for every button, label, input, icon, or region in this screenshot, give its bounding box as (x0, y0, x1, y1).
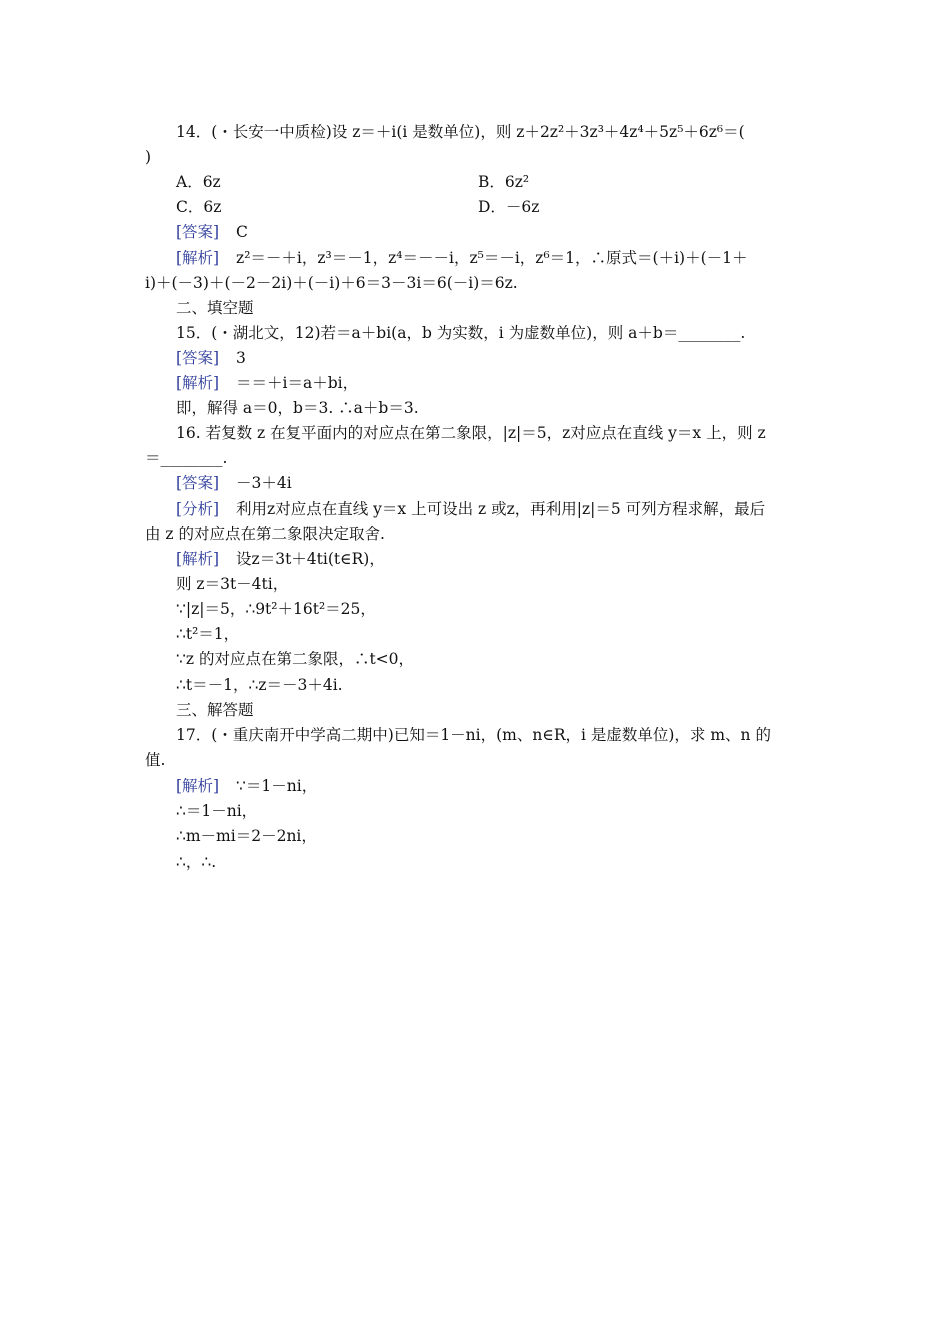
q14-answer-row (176, 222, 248, 242)
q16-analysis-row (176, 549, 385, 569)
q16-answer-row (176, 473, 292, 493)
q17-analysis-line: ∴m－mi＝2－2ni， (176, 827, 317, 845)
q17-stem: 17．(・重庆南开中学高二期中)已知＝1－ni，(m、n∈R，i 是虚数单位)，求 m、n 的 (176, 726, 771, 744)
q15-answer-row (176, 348, 246, 368)
answer-tag: [答案] (176, 474, 220, 492)
q16-fenxi-row (176, 499, 765, 519)
q14-answer: C (236, 223, 248, 241)
q17-analysis-line: ∴＝1－ni， (176, 802, 258, 820)
q16-analysis-text: 设z＝3t＋4ti(t∈R)， (236, 550, 385, 568)
q16-analysis-line: 则 z＝3t－4ti， (176, 575, 289, 593)
q17-analysis-text: ∵＝1－ni， (236, 777, 318, 795)
q14-option-d: D．－6z (478, 198, 540, 216)
q17-stem-continued: 值. (145, 751, 166, 769)
q16-answer: －3＋4i (236, 474, 292, 492)
section-heading-fill-in: 二、填空题 (176, 299, 254, 317)
q14-option-a: A．6z (176, 173, 221, 191)
q17-analysis-row (176, 776, 317, 796)
q16-analysis-line: ∵|z|＝5，∴9t²＋16t²＝25， (176, 600, 376, 618)
q14-option-b: B．6z² (478, 173, 530, 191)
analysis-tag: [解析] (176, 374, 220, 392)
q14-stem: 14．(・长安一中质检)设 z＝＋i(i 是数单位)，则 z＋2z²＋3z³＋4z⁴＋5z⁵＋6z⁶＝( (176, 123, 745, 141)
q14-analysis-text: z²＝－＋i，z³＝－1，z⁴＝－－i，z⁵＝－i，z⁶＝1，∴原式＝(＋i)＋(－1＋ (236, 249, 748, 267)
q16-analysis-line: ∵z 的对应点在第二象限，∴t<0， (176, 650, 415, 668)
q15-stem: 15．(・湖北文，12)若＝a＋bi(a，b 为实数，i 为虚数单位)，则 a＋b＝________. (176, 324, 746, 342)
q16-fenxi-text: 利用z对应点在直线 y＝x 上可设出 z 或z，再利用|z|＝5 可列方程求解，最后 (236, 500, 766, 518)
analysis-tag: [解析] (176, 777, 220, 795)
q15-analysis-line: 即，解得 a＝0，b＝3. ∴a＋b＝3. (176, 399, 419, 417)
q15-analysis-row (176, 373, 358, 393)
q16-analysis-line: ∴t²＝1， (176, 625, 240, 643)
q14-stem-continued: ) (145, 148, 152, 166)
analysis-tag: [解析] (176, 550, 220, 568)
q16-stem: 16. 若复数 z 在复平面内的对应点在第二象限，|z|＝5，z对应点在直线 y＝x 上，则 z (176, 424, 766, 442)
analysis-tag: [解析] (176, 249, 220, 267)
q16-stem-continued: ＝________. (145, 449, 228, 467)
answer-tag: [答案] (176, 349, 220, 367)
q15-answer: 3 (236, 349, 246, 367)
q17-analysis-line: ∴，∴. (176, 853, 217, 871)
answer-tag: [答案] (176, 223, 220, 241)
q14-analysis-continued: i)＋(－3)＋(－2－2i)＋(－i)＋6＝3－3i＝6(－i)＝6z. (145, 274, 518, 292)
q14-option-c: C．6z (176, 198, 222, 216)
q16-fenxi-continued: 由 z 的对应点在第二象限决定取舍. (145, 525, 385, 543)
section-heading-solve: 三、解答题 (176, 701, 254, 719)
q15-analysis-text: ＝＝＋i＝a＋bi， (236, 374, 359, 392)
q14-analysis-row (176, 248, 748, 268)
q16-analysis-line: ∴t＝－1，∴z＝－3＋4i. (176, 676, 343, 694)
fenxi-tag: [分析] (176, 500, 220, 518)
